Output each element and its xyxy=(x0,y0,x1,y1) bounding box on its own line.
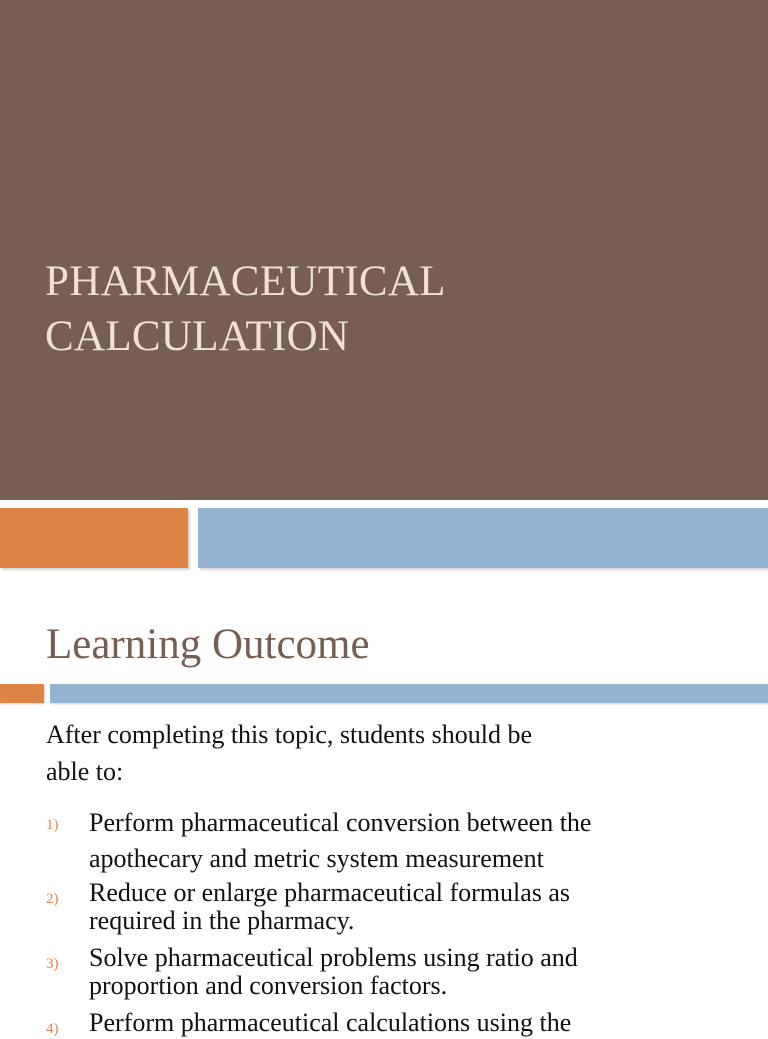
list-item-text xyxy=(89,1009,739,1037)
blue-accent-band xyxy=(50,684,768,703)
title-slide xyxy=(0,0,768,500)
list-item-line: proportion and conversion factors. xyxy=(89,971,448,1000)
orange-accent-band xyxy=(0,508,188,568)
list-item-text xyxy=(89,805,739,877)
list-item-text xyxy=(89,944,739,1000)
list-item-text xyxy=(89,879,739,935)
title-line: CALCULATION xyxy=(45,313,350,360)
list-item-line: required in the pharmacy. xyxy=(89,906,355,935)
list-number: 2) xyxy=(46,891,59,907)
list-item-line: Reduce or enlarge pharmaceutical formulas as xyxy=(89,878,571,907)
orange-accent-band xyxy=(0,684,44,703)
title-line: PHARMACEUTICAL xyxy=(45,258,446,305)
list-item-line: Perform pharmaceutical conversion between the xyxy=(89,808,592,837)
list-number: 4) xyxy=(46,1021,59,1037)
slide-heading: Learning Outcome xyxy=(46,621,370,668)
intro-text xyxy=(46,716,646,790)
list-item-line: apothecary and metric system measurement xyxy=(89,844,544,873)
list-number: 3) xyxy=(46,956,59,972)
intro-line: After completing this topic, students should be xyxy=(46,720,532,749)
list-number: 1) xyxy=(46,817,59,833)
blue-accent-band xyxy=(198,508,768,568)
intro-line: able to: xyxy=(46,757,124,786)
list-item-line: Solve pharmaceutical problems using ratio and xyxy=(89,943,578,972)
list-item-line: Perform pharmaceutical calculations using the xyxy=(89,1008,572,1037)
presentation-title xyxy=(45,254,446,364)
